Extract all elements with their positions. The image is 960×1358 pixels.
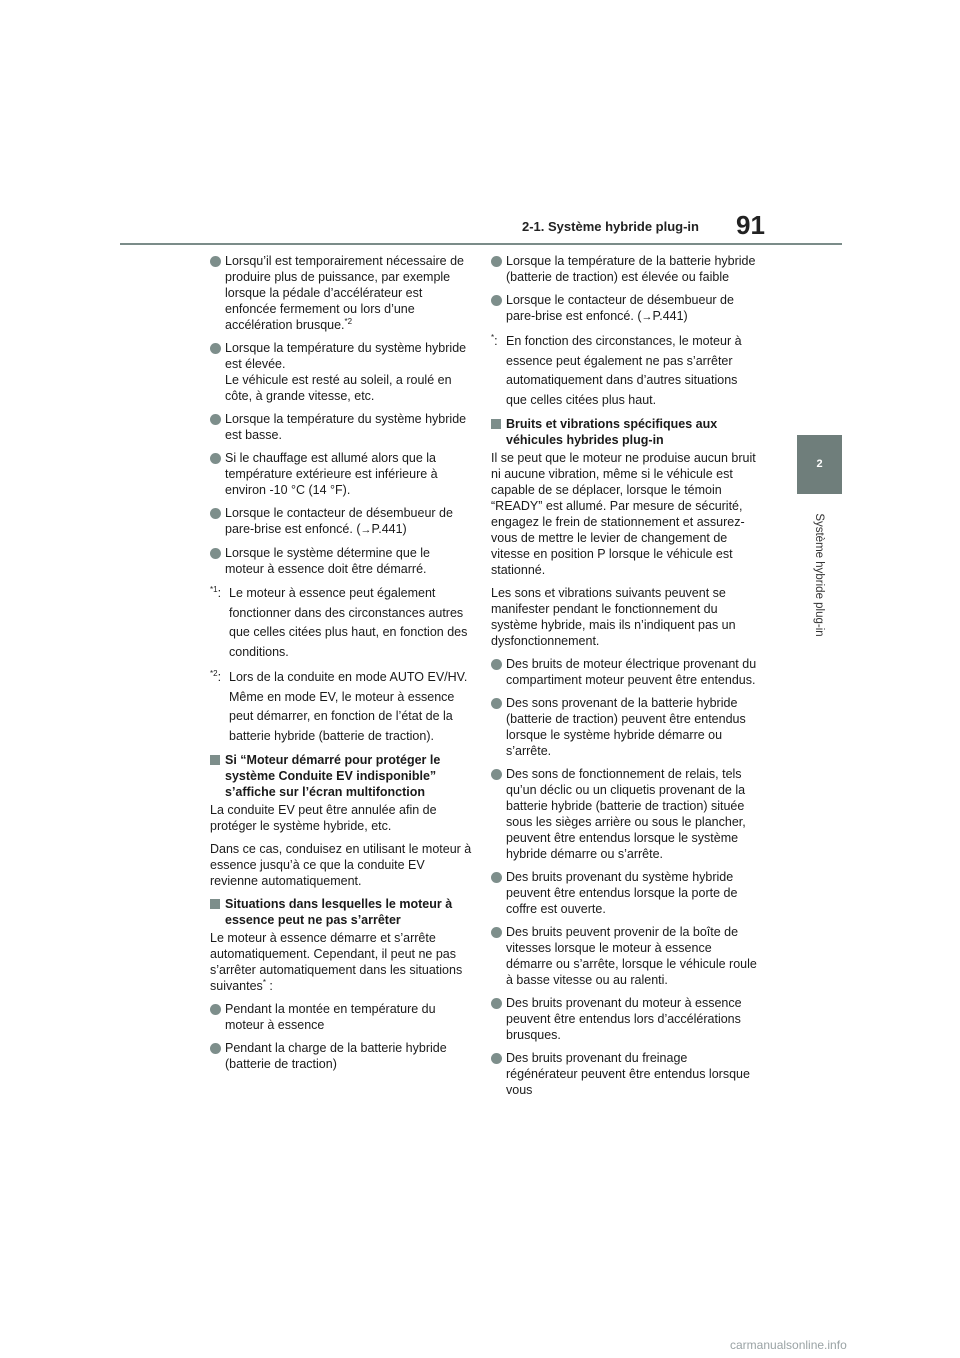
chapter-tab[interactable]: 2 xyxy=(797,435,842,494)
list-item: Lorsque la température de la batterie hybride (batterie de traction) est élevée ou faible xyxy=(491,253,757,285)
paragraph: La conduite EV peut être annulée afin de protéger le système hybride, etc. xyxy=(210,803,437,833)
list-item: Des bruits provenant du freinage régénérateur peuvent être entendus lorsque vous xyxy=(491,1050,757,1098)
bullet-icon xyxy=(210,1043,221,1054)
paragraph: Le moteur à essence démarre et s’arrête automatiquement. Cependant, il peut ne pas s’arrêter automatiquement dans les situations suivantes* : xyxy=(210,931,463,993)
bullet-icon xyxy=(210,256,221,267)
watermark-logo[interactable]: carmanualsonline.info xyxy=(730,1338,847,1352)
footnote: $^{*2}$: Lors de la conduite en mode AUTO EV/HV. Même en mode EV, le moteur à essence peut démarrer, en fonction de l’état de la batterie hybride (batterie de traction). xyxy=(210,668,468,743)
heading-square-icon xyxy=(491,419,501,429)
bullet-icon xyxy=(491,698,502,709)
footnote: $^{*1}$: Le moteur à essence peut également fonctionner dans des circonstances autres que celles citées plus haut, en fonction des conditions. xyxy=(210,584,468,659)
footnote: *: En fonction des circonstances, le moteur à essence peut également ne pas s’arrêter automatiquement dans d’autres situations que celles citées plus haut. xyxy=(491,332,742,407)
right-column xyxy=(491,253,757,1105)
bullet-icon xyxy=(491,256,502,267)
list-item: Des sons provenant de la batterie hybride (batterie de traction) peuvent être entendus lorsque le système hybride démarre ou s’arrête. xyxy=(491,695,757,759)
bullet-icon xyxy=(210,453,221,464)
bullet-icon xyxy=(491,927,502,938)
bullet-icon xyxy=(491,295,502,306)
bullet-icon xyxy=(210,548,221,559)
page-reference-link[interactable]: P.441) xyxy=(371,522,407,536)
left-column xyxy=(210,253,472,1079)
arrow-right-icon: → xyxy=(360,524,372,536)
section-heading: Bruits et vibrations spécifiques aux véhicules hybrides plug-in xyxy=(491,416,757,448)
heading-square-icon xyxy=(210,899,220,909)
bullet-icon xyxy=(210,343,221,354)
page-reference-link[interactable]: P.441) xyxy=(652,309,688,323)
paragraph: Les sons et vibrations suivants peuvent se manifester pendant le fonctionnement du système hybride, mais ils n’indiquent pas un dysfonctionnement. xyxy=(491,586,736,648)
list-item: Des bruits provenant du moteur à essence peuvent être entendus lors d’accélérations brusques. xyxy=(491,995,757,1043)
list-item: Des bruits de moteur électrique provenant du compartiment moteur peuvent être entendus. xyxy=(491,656,757,688)
section-heading: Situations dans lesquelles le moteur à essence peut ne pas s’arrêter xyxy=(210,896,472,928)
bullet-icon xyxy=(491,769,502,780)
bullet-icon xyxy=(210,508,221,519)
heading-square-icon xyxy=(210,755,220,765)
arrow-right-icon: → xyxy=(641,311,653,323)
list-item: Des bruits peuvent provenir de la boîte de vitesses lorsque le moteur à essence démarre ou s’arrête, lorsque le véhicule roule à basse vitesse ou au ralenti. xyxy=(491,924,757,988)
list-item: Lorsque le système détermine que le moteur à essence doit être démarré. xyxy=(210,545,472,577)
bullet-icon xyxy=(491,872,502,883)
bullet-icon xyxy=(210,414,221,425)
bullet-icon xyxy=(491,998,502,1009)
list-item: Lorsque la température du système hybride est élevée. Le véhicule est resté au soleil, a roulé en côte, à grande vitesse, etc. xyxy=(210,340,472,404)
list-item: Des bruits provenant du système hybride peuvent être entendus lorsque la porte de coffre est ouverte. xyxy=(491,869,757,917)
section-heading: Si “Moteur démarré pour protéger le système Conduite EV indisponible” s’affiche sur l’écran multifonction xyxy=(210,752,472,800)
list-item: Lorsque le contacteur de désembueur de pare-brise est enfoncé. (→P.441) xyxy=(210,505,472,538)
bullet-icon xyxy=(491,659,502,670)
bullet-icon xyxy=(491,1053,502,1064)
list-item: Si le chauffage est allumé alors que la température extérieure est inférieure à environ -10 °C (14 °F). xyxy=(210,450,472,498)
list-item: Des sons de fonctionnement de relais, tels qu’un déclic ou un cliquetis provenant de la batterie hybride (batterie de traction) située sous les sièges arrière ou sous le plancher, peuvent être entendus lorsque le système hybride démarre ou s’arrête. xyxy=(491,766,757,862)
page-number: 91 xyxy=(736,210,765,240)
list-item: Pendant la montée en température du moteur à essence xyxy=(210,1001,472,1033)
chapter-tab-label: Système hybride plug-in xyxy=(813,513,825,637)
section-title: 2-1. Système hybride plug-in xyxy=(522,219,699,234)
list-item: Lorsque le contacteur de désembueur de pare-brise est enfoncé. (→P.441) xyxy=(491,292,757,325)
bullet-icon xyxy=(210,1004,221,1015)
list-item: Lorsque la température du système hybride est basse. xyxy=(210,411,472,443)
paragraph: Dans ce cas, conduisez en utilisant le moteur à essence jusqu’à ce que la conduite EV revienne automatiquement. xyxy=(210,842,472,888)
paragraph: Il se peut que le moteur ne produise aucun bruit ni aucune vibration, même si le véhicule est capable de se déplacer, lorsque le témoin “READY” est allumé. Par mesure de sécurité, engagez le frein de stationnement et assurez-vous de mettre le levier de changement de vitesse en position P lorsque le véhicule est stationné. xyxy=(491,451,756,577)
header-divider xyxy=(120,243,842,245)
list-item: Pendant la charge de la batterie hybride (batterie de traction) xyxy=(210,1040,472,1072)
list-item: Lorsqu’il est temporairement nécessaire de produire plus de puissance, par exemple lorsque la pédale d’accélérateur est enfoncée fermement ou lors d’une accélération brusque.$^{*2}$ xyxy=(210,253,472,333)
